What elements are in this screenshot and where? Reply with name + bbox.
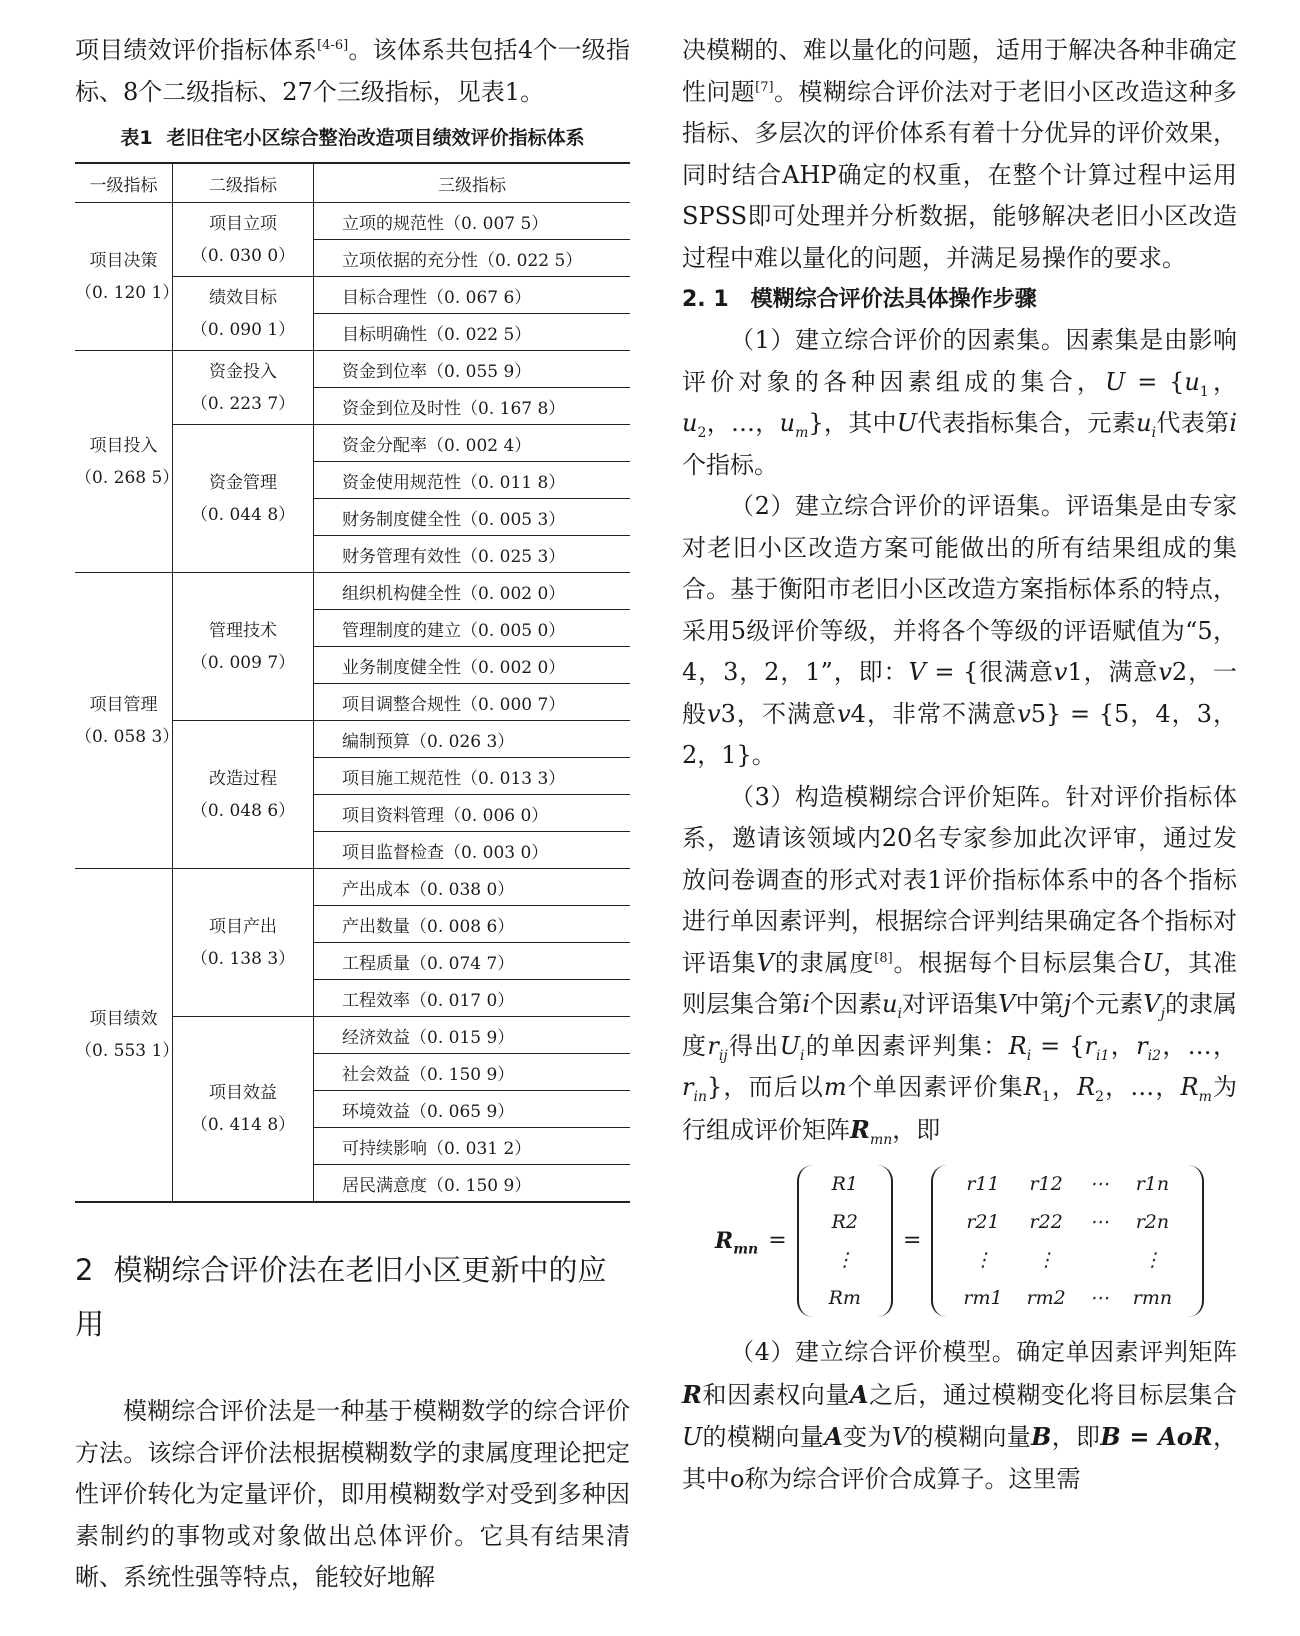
level3-cell: 经济效益（0. 015 9） bbox=[314, 1017, 631, 1054]
matrix-equation bbox=[682, 1153, 1237, 1328]
table-row bbox=[75, 869, 630, 906]
table-row bbox=[75, 203, 630, 240]
intro-text: 项目绩效评价指标体系 bbox=[75, 36, 318, 64]
level3-cell: 财务制度健全性（0. 005 3） bbox=[314, 499, 631, 536]
right-column bbox=[682, 30, 1237, 1500]
column-matrix bbox=[797, 1165, 893, 1317]
level3-cell: 工程质量（0. 074 7） bbox=[314, 943, 631, 980]
level3-cell: 目标合理性（0. 067 6） bbox=[314, 277, 631, 314]
matrix-entry: r12 bbox=[1029, 1172, 1063, 1195]
matrix-entry: ⋮ bbox=[1036, 1248, 1056, 1271]
section-number: 2 bbox=[75, 1253, 94, 1287]
matrix-entry: Rm bbox=[828, 1286, 861, 1309]
step2-paragraph: （2）建立综合评价的评语集。评语集是由专家对老旧小区改造方案可能做出的所有结果组成的集合。基于衡阳市老旧小区改造方案指标体系的特点，采用5级评价等级，并将各个等级的评语赋值为“5，4，3，2，1”，即：V = {很满意v1，满意v2，一般v3，不满意v4，非常不满意v5} = {5，4，3，2，1}。 bbox=[682, 492, 1238, 769]
table-number: 表1 bbox=[120, 127, 153, 149]
matrix-entry: r11 bbox=[966, 1172, 1000, 1195]
equals-sign: = bbox=[768, 1228, 787, 1253]
level3-cell: 产出成本（0. 038 0） bbox=[314, 869, 631, 906]
matrix-entry: r22 bbox=[1029, 1210, 1063, 1233]
matrix-entry: ⋮ bbox=[973, 1248, 993, 1271]
level3-cell: 资金到位率（0. 055 9） bbox=[314, 351, 631, 388]
step3-paragraph: （3）构造模糊综合评价矩阵。针对评价指标体系，邀请该领域内20名专家参加此次评审，通过发放问卷调查的形式对表1评价指标体系中的各个指标进行单因素评判，根据综合评判结果确定各个指标对评语集V的隶属度[8]。根据每个目标层集合U，其准则层集合第i个因素$u_i$对评语集V中第j个元素$V_j$的隶属度$r_{ij}$得出$U_i$的单因素评判集：$R_i = \{r_{i1}$，$r_{i2}$，…，$r_{in}$}，而后以m个单因素评价集$R_1$，$R_2$，…，$R_m$为行组成评价矩阵$R_{mn}$，即 bbox=[682, 782, 1238, 1148]
citation: [8] bbox=[874, 950, 893, 966]
level3-cell: 工程效率（0. 017 0） bbox=[314, 980, 631, 1017]
step1-paragraph: （1）建立综合评价的因素集。因素集是由影响评价对象的各种因素组成的集合，$U = \{u_1$，$u_2$，…，$u_m$}，其中U代表指标集合，元素$u_i$代表第i个指标。 bbox=[682, 326, 1238, 479]
subsection-number: 2. 1 bbox=[682, 287, 729, 312]
intro-text-2: 。该体系共包括4个一级指标、8个二级指标、27个三级指标，见表1。 bbox=[75, 36, 630, 106]
matrix-entry: R1 bbox=[831, 1172, 858, 1195]
level2-cell: 资金管理 （0. 044 8） bbox=[173, 425, 314, 573]
indicator-table bbox=[75, 162, 630, 1203]
step4-paragraph: （4）建立综合评价模型。确定单因素评判矩阵R和因素权向量A之后，通过模糊变化将目标层集合U的模糊向量A变为V的模糊向量B，即B = AoR，其中o称为综合评价合成算子。这里需 bbox=[682, 1338, 1238, 1493]
matrix-entry: rm1 bbox=[963, 1286, 1003, 1309]
level3-cell: 资金分配率（0. 002 4） bbox=[314, 425, 631, 462]
level2-cell: 项目效益 （0. 414 8） bbox=[173, 1017, 314, 1203]
subsection-heading bbox=[682, 279, 1237, 320]
level1-cell: 项目绩效 （0. 553 1） bbox=[75, 869, 173, 1203]
matrix-entry: ⋯ bbox=[1089, 1172, 1109, 1195]
equals-sign: = bbox=[902, 1228, 922, 1253]
level1-cell: 项目决策 （0. 120 1） bbox=[75, 203, 173, 351]
level3-cell: 社会效益（0. 150 9） bbox=[314, 1054, 631, 1091]
intro-paragraph bbox=[75, 30, 630, 113]
matrix-entry: rm2 bbox=[1026, 1286, 1066, 1309]
level2-cell: 改造过程 （0. 048 6） bbox=[173, 721, 314, 869]
section-title: 模糊综合评价法在老旧小区更新中的应用 bbox=[75, 1253, 607, 1341]
level1-cell: 项目投入 （0. 268 5） bbox=[75, 351, 173, 573]
matrix-entry: ⋮ bbox=[1142, 1248, 1162, 1271]
section-heading bbox=[75, 1243, 630, 1351]
matrix-entry: rmn bbox=[1132, 1286, 1173, 1309]
level3-cell: 资金使用规范性（0. 011 8） bbox=[314, 462, 631, 499]
level3-cell: 项目施工规范性（0. 013 3） bbox=[314, 758, 631, 795]
level3-cell: 财务管理有效性（0. 025 3） bbox=[314, 536, 631, 573]
table-header-row bbox=[75, 163, 630, 203]
level3-cell: 编制预算（0. 026 3） bbox=[314, 721, 631, 758]
level3-cell: 立项依据的充分性（0. 022 5） bbox=[314, 240, 631, 277]
level3-cell: 组织机构健全性（0. 002 0） bbox=[314, 573, 631, 610]
level1-cell: 项目管理 （0. 058 3） bbox=[75, 573, 173, 869]
level3-cell: 产出数量（0. 008 6） bbox=[314, 906, 631, 943]
matrix-entry: ⋯ bbox=[1089, 1210, 1109, 1233]
level2-cell: 项目产出 （0. 138 3） bbox=[173, 869, 314, 1017]
table-row bbox=[75, 573, 630, 610]
matrix-entry: r1n bbox=[1135, 1172, 1170, 1195]
level3-cell: 立项的规范性（0. 007 5） bbox=[314, 203, 631, 240]
body-paragraph: 决模糊的、难以量化的问题，适用于解决各种非确定性问题[7]。模糊综合评价法对于老旧小区改造这种多指标、多层次的评价体系有着十分优异的评价效果，同时结合AHP确定的权重，在整个计算过程中运用SPSS即可处理并分析数据，能够解决老旧小区改造过程中难以量化的问题，并满足易操作的要求。 bbox=[682, 36, 1238, 272]
matrix-entry: ⋯ bbox=[1089, 1286, 1109, 1309]
level3-cell: 管理制度的建立（0. 005 0） bbox=[314, 610, 631, 647]
level3-cell: 资金到位及时性（0. 167 8） bbox=[314, 388, 631, 425]
table-row bbox=[75, 351, 630, 388]
level3-cell: 项目调整合规性（0. 000 7） bbox=[314, 684, 631, 721]
citation: [4-6] bbox=[317, 38, 349, 53]
level2-cell: 绩效目标 （0. 090 1） bbox=[173, 277, 314, 351]
level2-cell: 项目立项 （0. 030 0） bbox=[173, 203, 314, 277]
matrix-entry: ⋮ bbox=[835, 1248, 855, 1271]
matrix-entry: r21 bbox=[966, 1210, 1000, 1233]
subsection-title: 模糊综合评价法具体操作步骤 bbox=[750, 287, 1037, 312]
matrix-lhs: $R_{mn}$ bbox=[714, 1227, 759, 1257]
level3-cell: 目标明确性（0. 022 5） bbox=[314, 314, 631, 351]
header-level3: 三级指标 bbox=[314, 163, 631, 203]
header-level1: 一级指标 bbox=[75, 163, 173, 203]
matrix-entry: r2n bbox=[1135, 1210, 1170, 1233]
left-column bbox=[75, 30, 630, 1599]
citation: [7] bbox=[755, 79, 774, 95]
level3-cell: 居民满意度（0. 150 9） bbox=[314, 1165, 631, 1203]
header-level2: 二级指标 bbox=[173, 163, 314, 203]
level2-cell: 资金投入 （0. 223 7） bbox=[173, 351, 314, 425]
level2-cell: 管理技术 （0. 009 7） bbox=[173, 573, 314, 721]
matrix-entry bbox=[1078, 1241, 1121, 1279]
level3-cell: 项目资料管理（0. 006 0） bbox=[314, 795, 631, 832]
level3-cell: 项目监督检查（0. 003 0） bbox=[314, 832, 631, 869]
level3-cell: 可持续影响（0. 031 2） bbox=[314, 1128, 631, 1165]
level3-cell: 环境效益（0. 065 9） bbox=[314, 1091, 631, 1128]
matrix-entry: R2 bbox=[831, 1210, 858, 1233]
rating-matrix bbox=[931, 1165, 1204, 1317]
level3-cell: 业务制度健全性（0. 002 0） bbox=[314, 647, 631, 684]
table-title: 老旧住宅小区综合整治改造项目绩效评价指标体系 bbox=[166, 127, 585, 149]
table-caption bbox=[75, 123, 630, 150]
body-paragraph: 模糊综合评价法是一种基于模糊数学的综合评价方法。该综合评价法根据模糊数学的隶属度理论把定性评价转化为定量评价，即用模糊数学对受到多种因素制约的事物或对象做出总体评价。它具有结果清晰、系统性强等特点，能较好地解 bbox=[75, 1397, 630, 1591]
